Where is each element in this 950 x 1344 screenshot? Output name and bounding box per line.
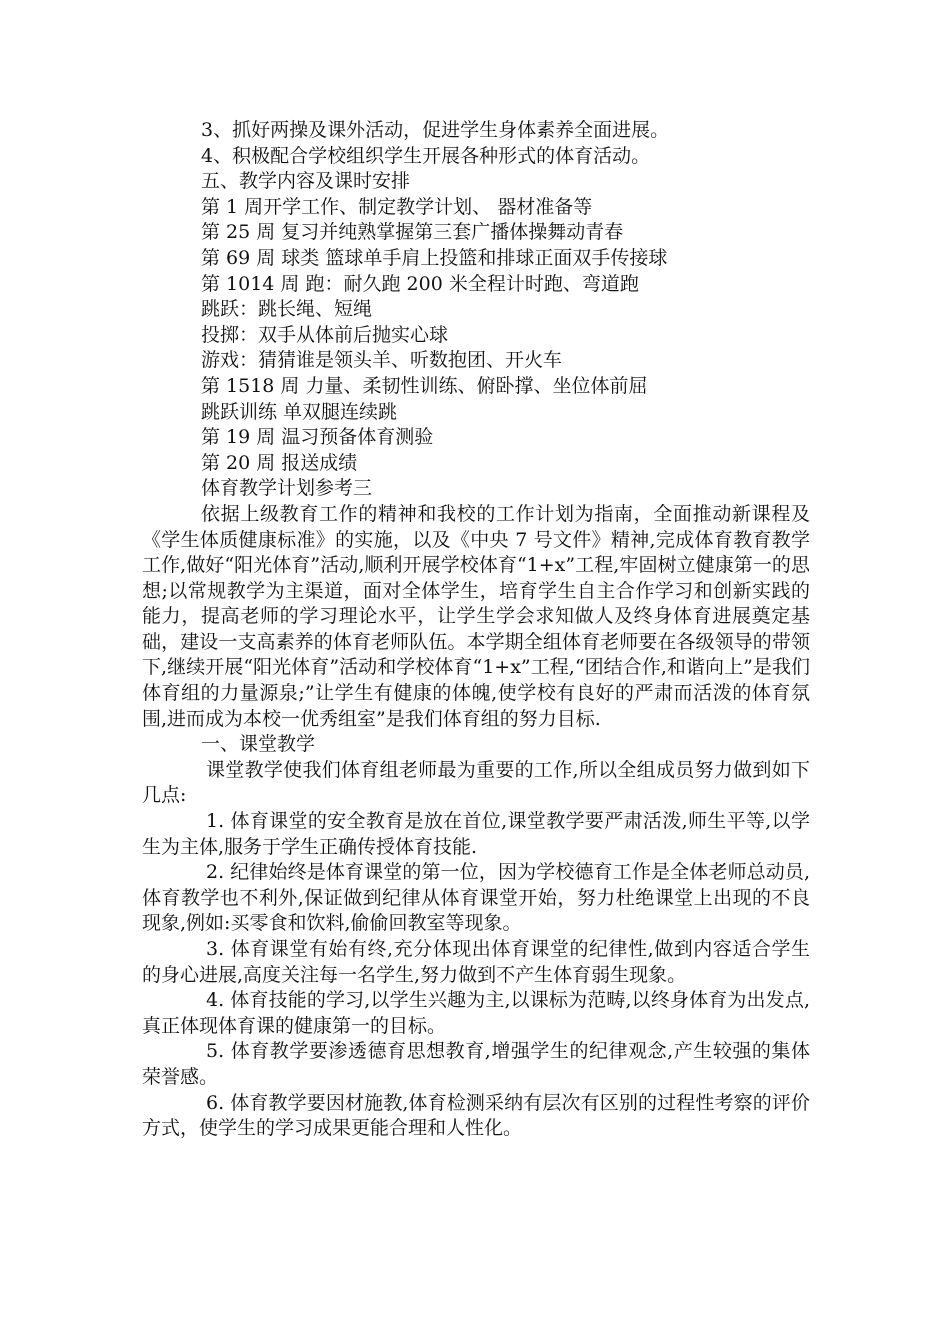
section-heading: 一、课堂教学 [201,733,316,756]
schedule-line: 第 19 周 温习预备体育测验 [201,426,434,449]
schedule-line: 第 1014 周 跑：耐久跑 200 米全程计时跑、弯道跑 [201,272,639,295]
intro-paragraph: 依据上级教育工作的精神和我校的工作计划为指南，全面推动新课程及《学生体质健康标准》的实施，以及《中央 7 号文件》精神,完成体育教育教学工作,做好“阳光体育”活动,顺利开展学校体育“1+x”工程,牢固树立健康第一的思想;以常规教学为主渠道，面对全体学生，培育学生自主合作学习和创新实践的能力，提高老师的学习理论水平，让学生学会求知做人及终身体育进展奠定基础，建设一支高素养的体育老师队伍。本学期全组体育老师要在各级领导的带领下,继续开展“阳光体育”活动和学校体育“1+x”工程,“团结合作,和谐向上”是我们体育组的力量源泉;”让学生有健康的体魄,使学校有良好的严肃而活泼的体育氛围,进而成为本校一优秀组室”是我们体育组的努力目标. [142,502,810,730]
schedule-line: 第 20 周 报送成绩 [201,451,358,474]
section-intro-paragraph: 课堂教学使我们体育组老师最为重要的工作,所以全组成员努力做到如下几点: [142,758,810,807]
schedule-line: 第 1 周开学工作、制定教学计划、 器材准备等 [201,195,593,218]
subtitle: 体育教学计划参考三 [201,477,373,500]
schedule-line: 游戏：猜猜谁是领头羊、听数抱团、开火车 [201,349,563,372]
schedule-line: 第 1518 周 力量、柔韧性训练、俯卧撑、坐位体前屈 [201,374,648,397]
point-item: 3. 体育课堂有始有终,充分体现出体育课堂的纪律性,做到内容适合学生的身心进展,高度关注每一名学生,努力做到不产生体育弱生现象。 [142,938,810,986]
point-item: 4. 体育技能的学习,以学生兴趣为主,以课标为范畴,以终身体育为出发点,真正体现体育课的健康第一的目标。 [142,989,810,1037]
document-body [142,118,810,1142]
schedule-line: 跳跃：跳长绳、短绳 [201,298,373,321]
point-item: 5. 体育教学要渗透德育思想教育,增强学生的纪律观念,产生较强的集体荣誉感。 [142,1040,810,1088]
schedule-line: 第 69 周 球类 篮球单手肩上投篮和排球正面双手传接球 [201,246,668,269]
point-item: 2. 纪律始终是体育课堂的第一位，因为学校德育工作是全体老师总动员,体育教学也不利外,保证做到纪律从体育课堂开始，努力杜绝课堂上出现的不良现象,例如:买零食和饮料,偷偷回教室等现象。 [142,861,810,935]
schedule-line: 投掷：双手从体前后抛实心球 [201,323,449,346]
text-line: 4、积极配合学校组织学生开展各种形式的体育活动。 [201,144,651,167]
point-item: 6. 体育教学要因材施教,体育检测采纳有层次有区别的过程性考察的评价方式，使学生的学习成果更能合理和人性化。 [142,1091,810,1140]
schedule-line: 第 25 周 复习并纯熟掌握第三套广播体操舞动青春 [201,221,624,244]
text-line: 3、抓好两操及课外活动，促进学生身体素养全面进展。 [201,119,670,141]
point-item: 1. 体育课堂的安全教育是放在首位,课堂教学要严肃活泼,师生平等,以学生为主体,服务于学生正确传授体育技能. [142,810,810,858]
section-title: 五、教学内容及课时安排 [201,170,411,193]
schedule-line: 跳跃训练 单双腿连续跳 [201,400,398,423]
